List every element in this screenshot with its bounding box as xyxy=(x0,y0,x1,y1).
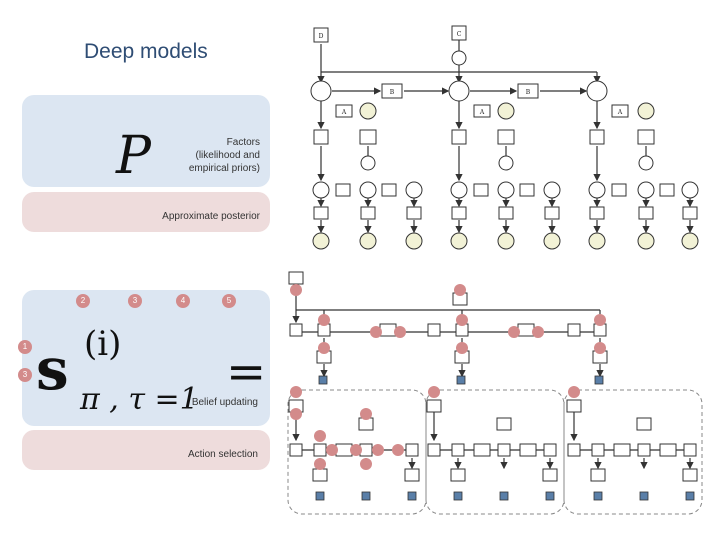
badge: 1 xyxy=(18,340,32,354)
badge: 2 xyxy=(76,294,90,308)
node-A: A xyxy=(341,109,347,116)
math-sub: π , τ =1 xyxy=(80,382,199,417)
node-C: C xyxy=(456,31,462,38)
factors-line-1: Factors xyxy=(226,137,260,148)
math-sup: (i) xyxy=(84,324,122,364)
node-A: A xyxy=(617,109,623,116)
factors-line-3: empirical priors) xyxy=(188,163,260,174)
badge: 5 xyxy=(222,294,236,308)
action-label: Action selection xyxy=(187,449,258,460)
math-s: s xyxy=(36,335,69,403)
node-B: B xyxy=(525,89,531,96)
math-P: P xyxy=(116,126,151,186)
badge: 3 xyxy=(128,294,142,308)
node-D: D xyxy=(318,33,324,40)
factors-line-2: (likelihood and xyxy=(195,150,260,161)
math-equals: = xyxy=(226,344,267,400)
badge: 3 xyxy=(18,368,32,382)
badge: 4 xyxy=(176,294,190,308)
node-B: B xyxy=(389,89,395,96)
posterior-label: Approximate posterior xyxy=(162,211,260,222)
node-A: A xyxy=(479,109,485,116)
slide-title: Deep models xyxy=(84,40,208,63)
belief-label: Belief updating xyxy=(191,397,258,408)
